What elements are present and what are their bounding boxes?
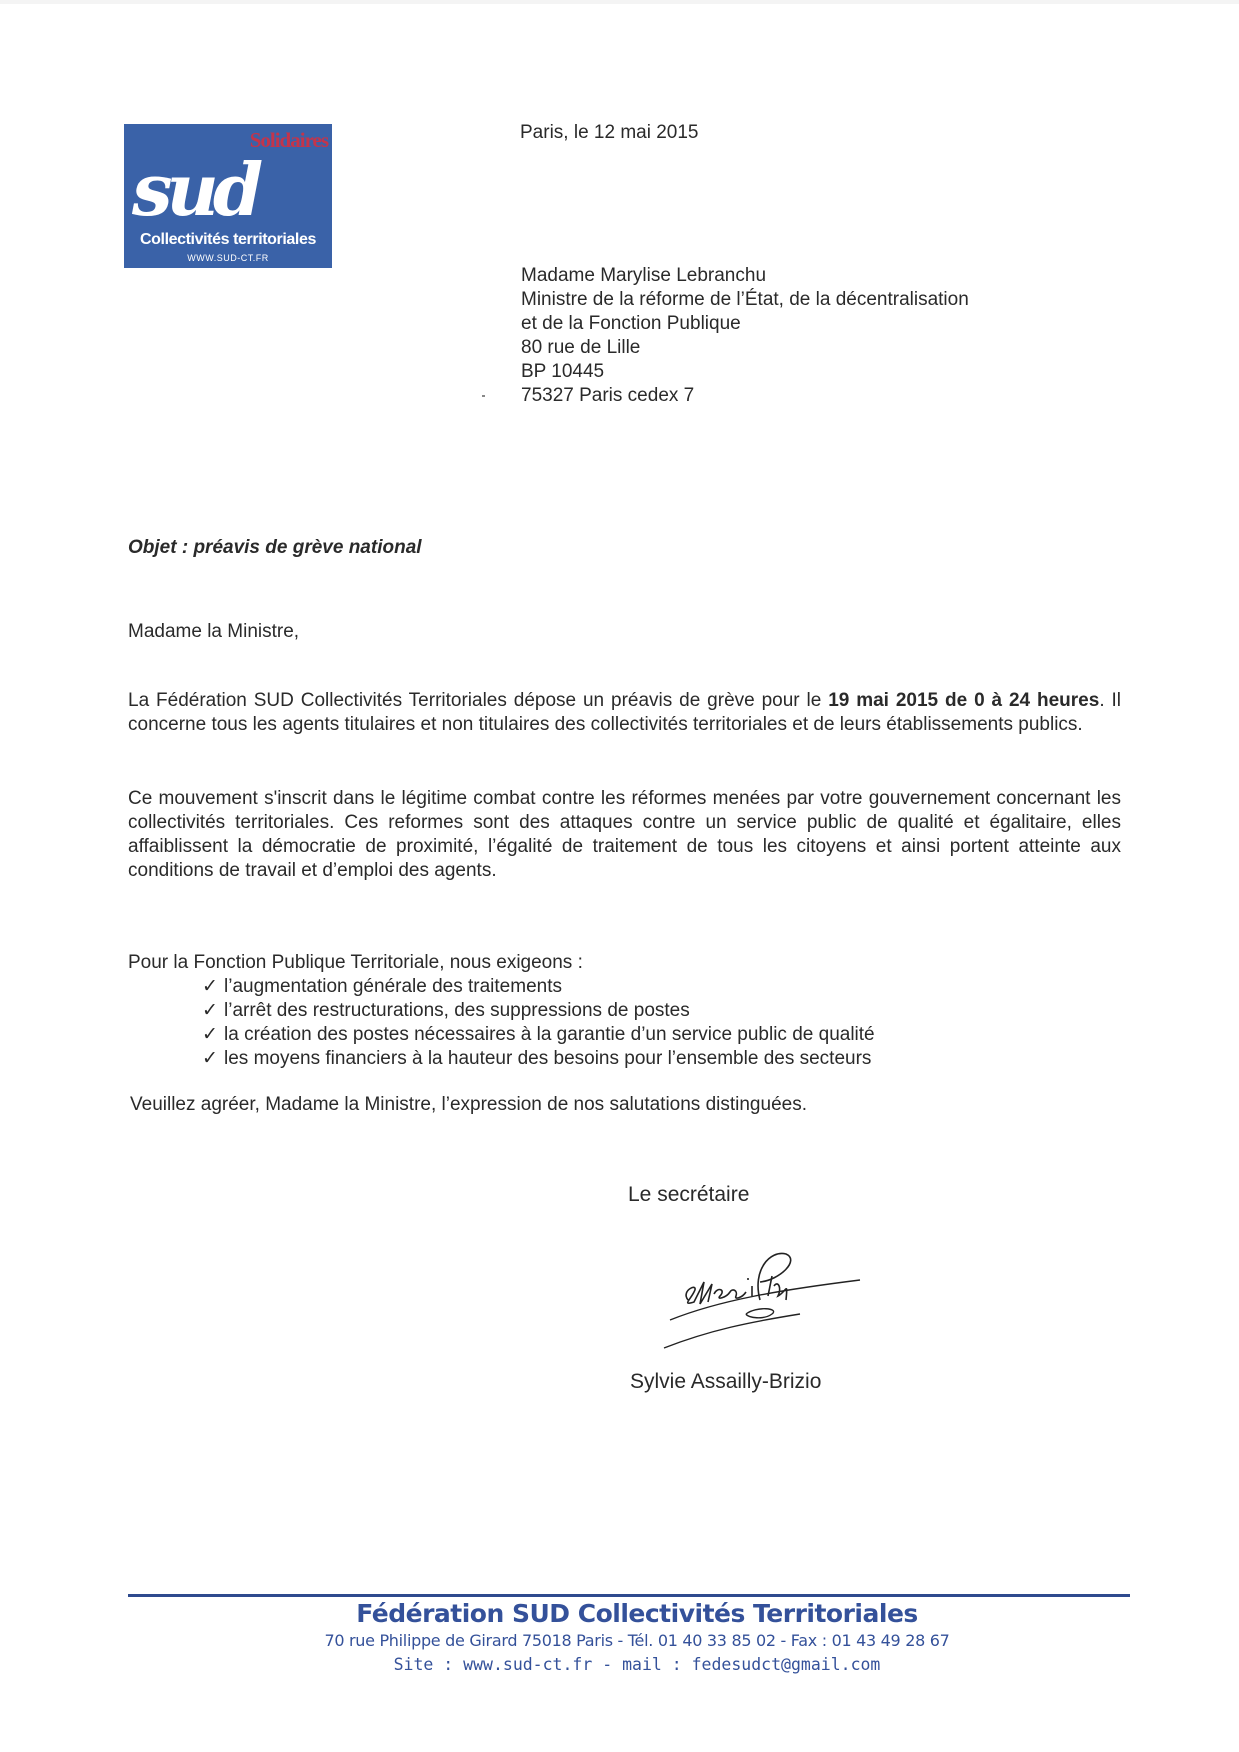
scan-edge <box>0 0 1239 4</box>
recipient-line: Ministre de la réforme de l’État, de la décentralisation <box>521 289 969 310</box>
logo-sud-text: sud <box>132 147 258 232</box>
recipient-line: 75327 Paris cedex 7 <box>521 385 695 406</box>
paragraph-rest: . Il concerne tous les agents titulaires et non titulaires des collectivités territoriales et de leurs établissements publics. <box>128 690 1121 735</box>
check-icon: ✓ <box>202 1048 218 1069</box>
demand-item <box>202 999 875 1023</box>
footer-organization: Fédération SUD Collectivités Territoriales <box>356 1599 918 1628</box>
recipient-line: BP 10445 <box>521 361 605 382</box>
signer-name: Sylvie Assailly-Brizio <box>630 1370 822 1393</box>
demands-list <box>202 975 875 1071</box>
closing-formula: Veuillez agréer, Madame la Ministre, l’expression de nos salutations distinguées. <box>130 1094 807 1115</box>
handwritten-signature <box>660 1230 880 1360</box>
letter-salutation: Madame la Ministre, <box>128 621 300 642</box>
footer-divider <box>128 1594 1130 1597</box>
demand-text: l’arrêt des restructurations, des suppressions de postes <box>224 1000 690 1021</box>
paragraph-lead: La Fédération SUD Collectivités Territoriales dépose un préavis de grève pour le <box>128 690 829 711</box>
logo-url: WWW.SUD-CT.FR <box>187 253 269 263</box>
paragraph-reasons: Ce mouvement s'inscrit dans le légitime combat contre les réformes menées par votre gouvernement concernant les collectivités territoriales. Ces reformes sont des attaques contre un service public de qualité et égalitaire, elles affaiblissent la démocratie de proximité, l’égalité de traitement de tous les citoyens et ainsi portent atteinte aux conditions de travail et d’emploi des agents. <box>128 788 1121 881</box>
logo-solidaires-text: Solidaires <box>249 128 328 152</box>
recipient-line: Madame Marylise Lebranchu <box>521 265 767 286</box>
demand-item <box>202 1023 875 1047</box>
check-icon: ✓ <box>202 976 218 997</box>
sud-logo <box>124 124 332 268</box>
scan-speck <box>482 395 485 397</box>
demand-item <box>202 975 875 999</box>
letter-date: Paris, le 12 mai 2015 <box>520 122 699 143</box>
demands-intro: Pour la Fonction Publique Territoriale, nous exigeons : <box>128 952 583 973</box>
recipient-line: et de la Fonction Publique <box>521 313 741 334</box>
demand-item <box>202 1047 875 1071</box>
letter-subject: Objet : préavis de grève national <box>128 537 422 558</box>
check-icon: ✓ <box>202 1024 218 1045</box>
footer-site-mail: Site : www.sud-ct.fr - mail : fedesudct@gmail.com <box>393 1655 881 1674</box>
paragraph-strike-notice <box>128 689 1121 737</box>
footer-address: 70 rue Philippe de Girard 75018 Paris - Tél. 01 40 33 85 02 - Fax : 01 43 49 28 67 <box>324 1631 950 1650</box>
recipient-line: 80 rue de Lille <box>521 337 641 358</box>
signer-role: Le secrétaire <box>628 1183 750 1206</box>
demand-text: les moyens financiers à la hauteur des besoins pour l’ensemble des secteurs <box>224 1048 872 1069</box>
demand-text: la création des postes nécessaires à la garantie d’un service public de qualité <box>224 1024 875 1045</box>
demand-text: l’augmentation générale des traitements <box>224 976 562 997</box>
logo-subtitle: Collectivités territoriales <box>140 231 316 248</box>
strike-date-bold: 19 mai 2015 de 0 à 24 heures <box>828 690 1100 711</box>
recipient-address <box>521 264 969 408</box>
check-icon: ✓ <box>202 1000 218 1021</box>
